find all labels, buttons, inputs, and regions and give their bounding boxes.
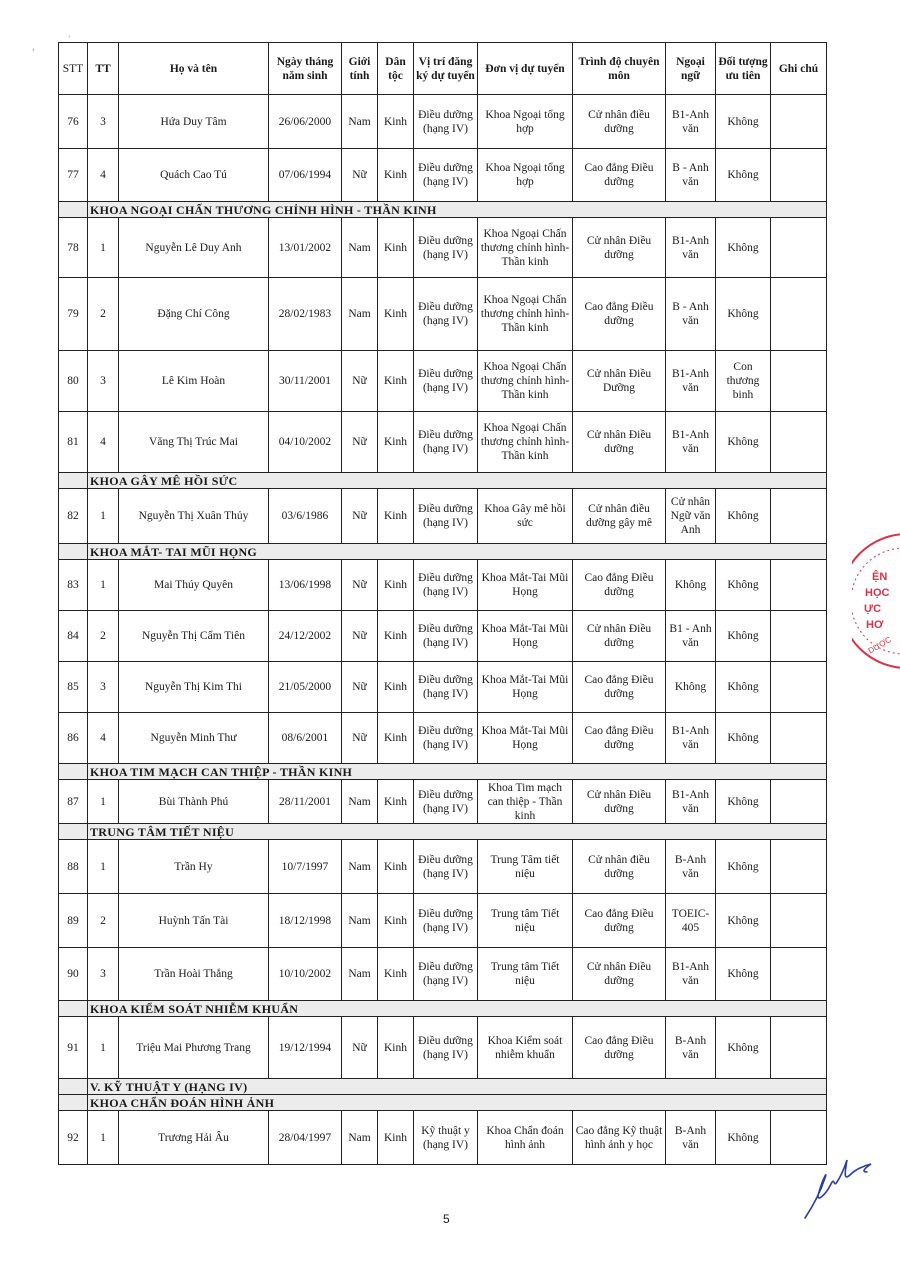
candidate-row xyxy=(59,149,827,202)
tt-cell: 1 xyxy=(88,840,119,894)
degree-cell: Cao đẳng Điều dưỡng xyxy=(573,278,666,351)
unit-cell: Trung tâm Tiết niệu xyxy=(478,948,573,1001)
name-cell: Quách Cao Tú xyxy=(119,149,269,202)
degree-cell: Cử nhân Điều dưỡng xyxy=(573,218,666,278)
name-cell: Hứa Duy Tâm xyxy=(119,95,269,149)
col-name: Họ và tên xyxy=(119,43,269,95)
col-dob: Ngày tháng năm sinh xyxy=(269,43,342,95)
priority-cell: Không xyxy=(716,662,771,713)
candidate-row xyxy=(59,1017,827,1079)
sex-cell: Nam xyxy=(342,218,378,278)
section-header-row xyxy=(59,764,827,780)
name-cell: Văng Thị Trúc Mai xyxy=(119,412,269,473)
candidate-row xyxy=(59,489,827,544)
position-cell: Điều dưỡng (hạng IV) xyxy=(414,840,478,894)
language-cell: B - Anh văn xyxy=(666,278,716,351)
tt-cell: 3 xyxy=(88,351,119,412)
stt-cell: 92 xyxy=(59,1111,88,1165)
name-cell: Nguyễn Lê Duy Anh xyxy=(119,218,269,278)
priority-cell: Không xyxy=(716,780,771,824)
stt-cell: 81 xyxy=(59,412,88,473)
degree-cell: Cử nhân điều dưỡng xyxy=(573,840,666,894)
candidate-row xyxy=(59,218,827,278)
position-cell: Điều dưỡng (hạng IV) xyxy=(414,95,478,149)
degree-cell: Cử nhân Điều dưỡng xyxy=(573,611,666,662)
tt-cell: 2 xyxy=(88,894,119,948)
ethnic-cell: Kinh xyxy=(378,1111,414,1165)
note-cell xyxy=(771,412,827,473)
dob-cell: 07/06/1994 xyxy=(269,149,342,202)
name-cell: Nguyễn Minh Thư xyxy=(119,713,269,764)
degree-cell: Cử nhân Điều dưỡng xyxy=(573,948,666,1001)
position-cell: Điều dưỡng (hạng IV) xyxy=(414,894,478,948)
page-number: 5 xyxy=(443,1212,450,1226)
sex-cell: Nam xyxy=(342,1111,378,1165)
ethnic-cell: Kinh xyxy=(378,412,414,473)
language-cell: TOEIC-405 xyxy=(666,894,716,948)
priority-cell: Không xyxy=(716,218,771,278)
note-cell xyxy=(771,351,827,412)
note-cell xyxy=(771,278,827,351)
unit-cell: Khoa Mắt-Tai Mũi Họng xyxy=(478,662,573,713)
dob-cell: 21/05/2000 xyxy=(269,662,342,713)
ethnic-cell: Kinh xyxy=(378,611,414,662)
stamp-text-1: ỆN xyxy=(872,571,888,583)
section-title: KHOA TIM MẠCH CAN THIỆP - THẦN KINH xyxy=(88,764,827,780)
name-cell: Huỳnh Tấn Tài xyxy=(119,894,269,948)
note-cell xyxy=(771,662,827,713)
ethnic-cell: Kinh xyxy=(378,948,414,1001)
degree-cell: Cử nhân Điều Dưỡng xyxy=(573,351,666,412)
section-title: KHOA KIỂM SOÁT NHIỄM KHUẨN xyxy=(88,1001,827,1017)
degree-cell: Cao đẳng Điều dưỡng xyxy=(573,894,666,948)
stamp-text-3: ỰC xyxy=(864,603,882,615)
unit-cell: Khoa Ngoại Chấn thương chỉnh hình-Thần kinh xyxy=(478,351,573,412)
ethnic-cell: Kinh xyxy=(378,1017,414,1079)
stamp-text-5: DƯỢC xyxy=(866,635,893,656)
sex-cell: Nữ xyxy=(342,351,378,412)
candidate-row xyxy=(59,713,827,764)
dob-cell: 03/6/1986 xyxy=(269,489,342,544)
name-cell: Trương Hải Âu xyxy=(119,1111,269,1165)
section-header-row xyxy=(59,824,827,840)
stt-cell: 77 xyxy=(59,149,88,202)
position-cell: Điều dưỡng (hạng IV) xyxy=(414,489,478,544)
ethnic-cell: Kinh xyxy=(378,278,414,351)
unit-cell: Khoa Mắt-Tai Mũi Họng xyxy=(478,560,573,611)
ethnic-cell: Kinh xyxy=(378,218,414,278)
language-cell: Cử nhân Ngữ văn Anh xyxy=(666,489,716,544)
tt-cell: 3 xyxy=(88,662,119,713)
section-header-row xyxy=(59,202,827,218)
degree-cell: Cử nhân Điều dưỡng xyxy=(573,780,666,824)
candidate-row xyxy=(59,560,827,611)
name-cell: Đặng Chí Công xyxy=(119,278,269,351)
unit-cell: Trung Tâm tiết niệu xyxy=(478,840,573,894)
language-cell: B1-Anh văn xyxy=(666,351,716,412)
tt-cell: 4 xyxy=(88,149,119,202)
unit-cell: Khoa Chẩn đoán hình ảnh xyxy=(478,1111,573,1165)
ethnic-cell: Kinh xyxy=(378,560,414,611)
tt-cell: 3 xyxy=(88,948,119,1001)
priority-cell: Không xyxy=(716,278,771,351)
note-cell xyxy=(771,489,827,544)
unit-cell: Khoa Ngoại Chấn thương chỉnh hình-Thần kinh xyxy=(478,412,573,473)
scan-mark-top: ʼ xyxy=(68,34,71,43)
stt-cell: 82 xyxy=(59,489,88,544)
scan-mark-left: ‹ xyxy=(32,44,35,54)
section-stt-cell xyxy=(59,202,88,218)
degree-cell: Cao đẳng Kỹ thuật hình ảnh y học xyxy=(573,1111,666,1165)
dob-cell: 30/11/2001 xyxy=(269,351,342,412)
candidate-row xyxy=(59,780,827,824)
dob-cell: 26/06/2000 xyxy=(269,95,342,149)
name-cell: Trần Hoài Thắng xyxy=(119,948,269,1001)
sex-cell: Nữ xyxy=(342,611,378,662)
sex-cell: Nam xyxy=(342,278,378,351)
name-cell: Triệu Mai Phương Trang xyxy=(119,1017,269,1079)
language-cell: Không xyxy=(666,662,716,713)
stt-cell: 76 xyxy=(59,95,88,149)
language-cell: B-Anh văn xyxy=(666,840,716,894)
candidate-row xyxy=(59,894,827,948)
unit-cell: Khoa Kiểm soát nhiễm khuẩn xyxy=(478,1017,573,1079)
dob-cell: 13/01/2002 xyxy=(269,218,342,278)
language-cell: B1-Anh văn xyxy=(666,412,716,473)
ethnic-cell: Kinh xyxy=(378,780,414,824)
language-cell: B-Anh văn xyxy=(666,1017,716,1079)
position-cell: Điều dưỡng (hạng IV) xyxy=(414,412,478,473)
ethnic-cell: Kinh xyxy=(378,840,414,894)
note-cell xyxy=(771,218,827,278)
position-cell: Điều dưỡng (hạng IV) xyxy=(414,1017,478,1079)
sex-cell: Nam xyxy=(342,894,378,948)
section-stt-cell xyxy=(59,1095,88,1111)
note-cell xyxy=(771,611,827,662)
unit-cell: Khoa Mắt-Tai Mũi Họng xyxy=(478,713,573,764)
degree-cell: Cử nhân điều dưỡng gây mê xyxy=(573,489,666,544)
col-stt: STT xyxy=(59,43,88,95)
priority-cell: Không xyxy=(716,560,771,611)
dob-cell: 28/11/2001 xyxy=(269,780,342,824)
name-cell: Nguyễn Thị Xuân Thủy xyxy=(119,489,269,544)
dob-cell: 04/10/2002 xyxy=(269,412,342,473)
tt-cell: 4 xyxy=(88,713,119,764)
priority-cell: Con thương binh xyxy=(716,351,771,412)
dob-cell: 08/6/2001 xyxy=(269,713,342,764)
dob-cell: 10/7/1997 xyxy=(269,840,342,894)
unit-cell: Khoa Tim mạch can thiệp - Thần kinh xyxy=(478,780,573,824)
sex-cell: Nam xyxy=(342,840,378,894)
stt-cell: 91 xyxy=(59,1017,88,1079)
tt-cell: 1 xyxy=(88,1111,119,1165)
position-cell: Kỹ thuật y (hạng IV) xyxy=(414,1111,478,1165)
dob-cell: 28/02/1983 xyxy=(269,278,342,351)
sex-cell: Nam xyxy=(342,95,378,149)
degree-cell: Cử nhân điều dưỡng xyxy=(573,95,666,149)
tt-cell: 2 xyxy=(88,278,119,351)
dob-cell: 18/12/1998 xyxy=(269,894,342,948)
degree-cell: Cao đẳng Điều dưỡng xyxy=(573,662,666,713)
sex-cell: Nam xyxy=(342,948,378,1001)
ethnic-cell: Kinh xyxy=(378,713,414,764)
ethnic-cell: Kinh xyxy=(378,95,414,149)
note-cell xyxy=(771,560,827,611)
candidate-row xyxy=(59,95,827,149)
priority-cell: Không xyxy=(716,412,771,473)
sex-cell: Nữ xyxy=(342,489,378,544)
position-cell: Điều dưỡng (hạng IV) xyxy=(414,780,478,824)
position-cell: Điều dưỡng (hạng IV) xyxy=(414,149,478,202)
candidate-row xyxy=(59,948,827,1001)
stt-cell: 85 xyxy=(59,662,88,713)
stt-cell: 84 xyxy=(59,611,88,662)
sex-cell: Nữ xyxy=(342,149,378,202)
col-position: Vị trí đăng ký dự tuyển xyxy=(414,43,478,95)
tt-cell: 1 xyxy=(88,560,119,611)
section-stt-cell xyxy=(59,1001,88,1017)
col-ethnic: Dân tộc xyxy=(378,43,414,95)
priority-cell: Không xyxy=(716,611,771,662)
priority-cell: Không xyxy=(716,489,771,544)
priority-cell: Không xyxy=(716,713,771,764)
section-header-row xyxy=(59,1079,827,1095)
section-header-row xyxy=(59,1095,827,1111)
section-header-row xyxy=(59,473,827,489)
language-cell: B1-Anh văn xyxy=(666,713,716,764)
position-cell: Điều dưỡng (hạng IV) xyxy=(414,278,478,351)
note-cell xyxy=(771,780,827,824)
priority-cell: Không xyxy=(716,95,771,149)
note-cell xyxy=(771,948,827,1001)
dob-cell: 10/10/2002 xyxy=(269,948,342,1001)
position-cell: Điều dưỡng (hạng IV) xyxy=(414,351,478,412)
stt-cell: 83 xyxy=(59,560,88,611)
note-cell xyxy=(771,713,827,764)
language-cell: B - Anh văn xyxy=(666,149,716,202)
col-tt: TT xyxy=(88,43,119,95)
sex-cell: Nam xyxy=(342,780,378,824)
col-degree: Trình độ chuyên môn xyxy=(573,43,666,95)
unit-cell: Khoa Ngoại tổng hợp xyxy=(478,149,573,202)
ethnic-cell: Kinh xyxy=(378,149,414,202)
unit-cell: Trung tâm Tiết niệu xyxy=(478,894,573,948)
stamp-text-2: HỌC xyxy=(865,587,890,599)
section-title: KHOA CHẨN ĐOÁN HÌNH ẢNH xyxy=(88,1095,827,1111)
section-header-row xyxy=(59,544,827,560)
language-cell: B-Anh văn xyxy=(666,1111,716,1165)
position-cell: Điều dưỡng (hạng IV) xyxy=(414,611,478,662)
tt-cell: 2 xyxy=(88,611,119,662)
position-cell: Điều dưỡng (hạng IV) xyxy=(414,218,478,278)
position-cell: Điều dưỡng (hạng IV) xyxy=(414,560,478,611)
unit-cell: Khoa Mắt-Tai Mũi Họng xyxy=(478,611,573,662)
stt-cell: 90 xyxy=(59,948,88,1001)
section-stt-cell xyxy=(59,544,88,560)
priority-cell: Không xyxy=(716,840,771,894)
language-cell: B1-Anh văn xyxy=(666,95,716,149)
ethnic-cell: Kinh xyxy=(378,894,414,948)
stt-cell: 87 xyxy=(59,780,88,824)
section-stt-cell xyxy=(59,473,88,489)
candidate-row xyxy=(59,611,827,662)
stt-cell: 80 xyxy=(59,351,88,412)
priority-cell: Không xyxy=(716,894,771,948)
red-seal-stamp xyxy=(852,526,900,676)
unit-cell: Khoa Ngoại tổng hợp xyxy=(478,95,573,149)
stt-cell: 89 xyxy=(59,894,88,948)
priority-cell: Không xyxy=(716,948,771,1001)
tt-cell: 3 xyxy=(88,95,119,149)
note-cell xyxy=(771,149,827,202)
tt-cell: 1 xyxy=(88,218,119,278)
note-cell xyxy=(771,1017,827,1079)
col-sex: Giới tính xyxy=(342,43,378,95)
ethnic-cell: Kinh xyxy=(378,351,414,412)
dob-cell: 24/12/2002 xyxy=(269,611,342,662)
tt-cell: 1 xyxy=(88,780,119,824)
section-stt-cell xyxy=(59,1079,88,1095)
candidate-row xyxy=(59,412,827,473)
stt-cell: 78 xyxy=(59,218,88,278)
name-cell: Nguyễn Thị Cẩm Tiên xyxy=(119,611,269,662)
sex-cell: Nữ xyxy=(342,412,378,473)
section-title: KHOA MẮT- TAI MŨI HỌNG xyxy=(88,544,827,560)
section-title: KHOA NGOẠI CHẤN THƯƠNG CHỈNH HÌNH - THẦN KINH xyxy=(88,202,827,218)
unit-cell: Khoa Gây mê hồi sức xyxy=(478,489,573,544)
col-note: Ghi chú xyxy=(771,43,827,95)
candidate-row xyxy=(59,662,827,713)
signature xyxy=(795,1148,875,1228)
candidate-row xyxy=(59,278,827,351)
tt-cell: 1 xyxy=(88,489,119,544)
note-cell xyxy=(771,840,827,894)
col-language: Ngoại ngữ xyxy=(666,43,716,95)
language-cell: B1-Anh văn xyxy=(666,948,716,1001)
sex-cell: Nữ xyxy=(342,560,378,611)
degree-cell: Cao đẳng Điều dưỡng xyxy=(573,713,666,764)
unit-cell: Khoa Ngoại Chấn thương chỉnh hình-Thần kinh xyxy=(478,278,573,351)
dob-cell: 28/04/1997 xyxy=(269,1111,342,1165)
section-header-row xyxy=(59,1001,827,1017)
dob-cell: 19/12/1994 xyxy=(269,1017,342,1079)
sex-cell: Nữ xyxy=(342,662,378,713)
priority-cell: Không xyxy=(716,1017,771,1079)
candidate-row xyxy=(59,1111,827,1165)
header-row xyxy=(59,43,827,95)
note-cell xyxy=(771,95,827,149)
priority-cell: Không xyxy=(716,1111,771,1165)
section-title: TRUNG TÂM TIẾT NIỆU xyxy=(88,824,827,840)
tt-cell: 4 xyxy=(88,412,119,473)
sex-cell: Nữ xyxy=(342,1017,378,1079)
col-unit: Đơn vị dự tuyển xyxy=(478,43,573,95)
name-cell: Mai Thúy Quyên xyxy=(119,560,269,611)
dob-cell: 13/06/1998 xyxy=(269,560,342,611)
language-cell: B1-Anh văn xyxy=(666,780,716,824)
position-cell: Điều dưỡng (hạng IV) xyxy=(414,662,478,713)
ethnic-cell: Kinh xyxy=(378,662,414,713)
col-priority: Đối tượng ưu tiên xyxy=(716,43,771,95)
section-title: V. KỸ THUẬT Y (HẠNG IV) xyxy=(88,1079,827,1095)
priority-cell: Không xyxy=(716,149,771,202)
degree-cell: Cao đẳng Điều dưỡng xyxy=(573,560,666,611)
position-cell: Điều dưỡng (hạng IV) xyxy=(414,713,478,764)
degree-cell: Cử nhân Điều dưỡng xyxy=(573,412,666,473)
section-title: KHOA GÂY MÊ HỒI SỨC xyxy=(88,473,827,489)
candidate-table xyxy=(58,42,827,1165)
stamp-text-4: HƠ xyxy=(866,619,884,631)
position-cell: Điều dưỡng (hạng IV) xyxy=(414,948,478,1001)
stt-cell: 88 xyxy=(59,840,88,894)
degree-cell: Cao đẳng Điều dưỡng xyxy=(573,149,666,202)
stt-cell: 86 xyxy=(59,713,88,764)
candidate-row xyxy=(59,840,827,894)
section-stt-cell xyxy=(59,824,88,840)
unit-cell: Khoa Ngoại Chấn thương chỉnh hình-Thần kinh xyxy=(478,218,573,278)
candidate-row xyxy=(59,351,827,412)
language-cell: B1-Anh văn xyxy=(666,218,716,278)
section-stt-cell xyxy=(59,764,88,780)
language-cell: Không xyxy=(666,560,716,611)
name-cell: Trần Hy xyxy=(119,840,269,894)
sex-cell: Nữ xyxy=(342,713,378,764)
ethnic-cell: Kinh xyxy=(378,489,414,544)
degree-cell: Cao đẳng Điều dưỡng xyxy=(573,1017,666,1079)
tt-cell: 1 xyxy=(88,1017,119,1079)
stt-cell: 79 xyxy=(59,278,88,351)
name-cell: Lê Kim Hoàn xyxy=(119,351,269,412)
name-cell: Bùi Thành Phú xyxy=(119,780,269,824)
language-cell: B1 - Anh văn xyxy=(666,611,716,662)
name-cell: Nguyễn Thị Kim Thi xyxy=(119,662,269,713)
note-cell xyxy=(771,894,827,948)
